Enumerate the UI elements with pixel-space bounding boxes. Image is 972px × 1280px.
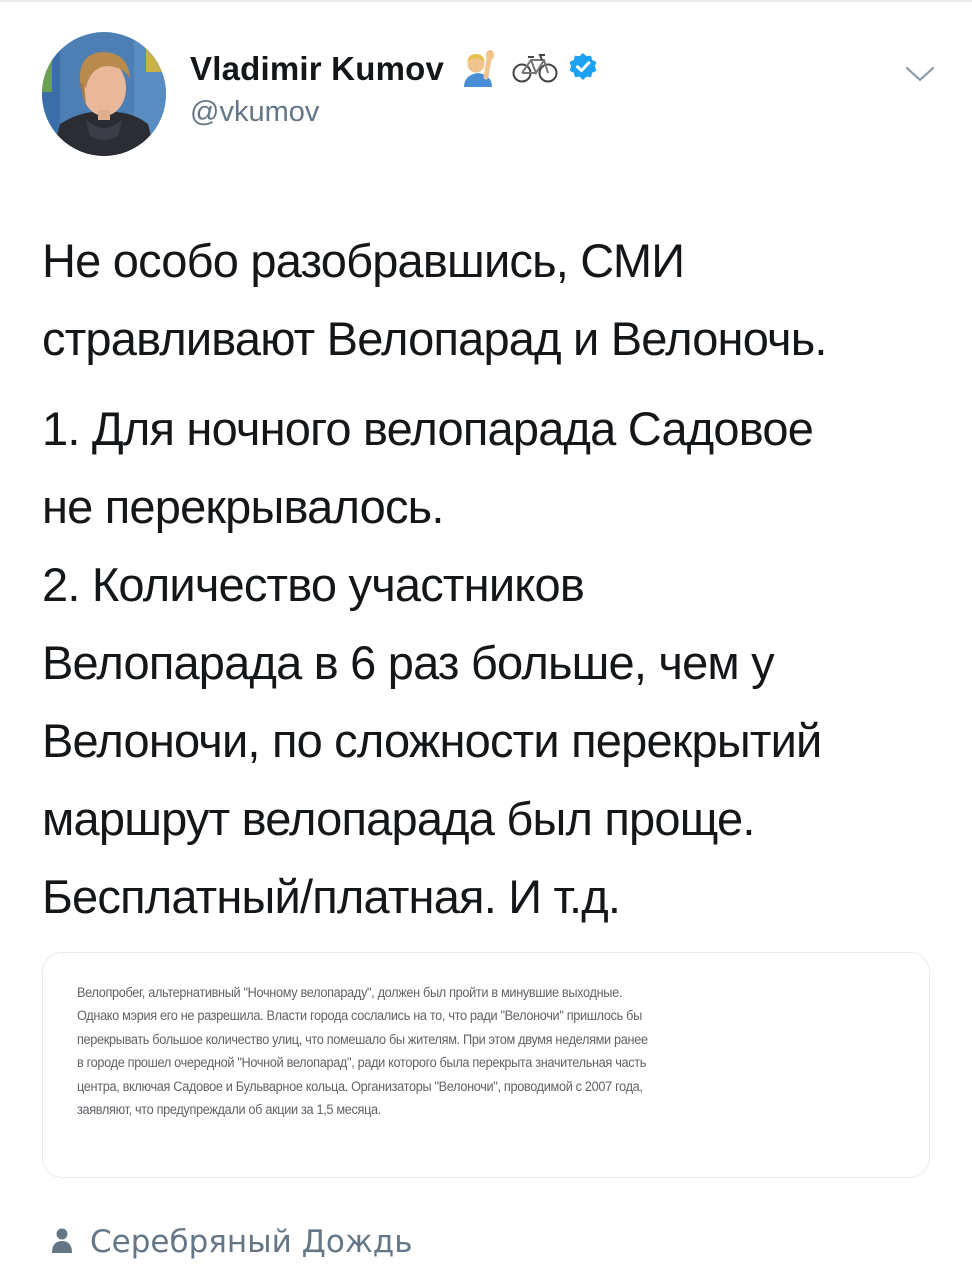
source-attribution[interactable]: [52, 1222, 412, 1262]
chevron-down-icon[interactable]: [904, 64, 936, 84]
tweet-paragraph: [42, 222, 942, 378]
quote-line: Велопробег, альтернативный "Ночному велопараду", должен был пройти в минувшие выходные.: [77, 985, 623, 1000]
tweet-line: маршрут велопарада был проще.: [42, 792, 755, 845]
tweet-line: 1. Для ночного велопарада Садовое: [42, 402, 814, 455]
source-label[interactable]: Серебряный Дождь: [90, 1224, 413, 1260]
quote-line: центра, включая Садовое и Бульварное кольца. Организаторы "Велоночи", проводимой с 2007 года,: [77, 1078, 643, 1094]
tweet-line: не перекрывалось.: [42, 480, 444, 533]
tweet-line: стравливают Велопарад и Велоночь.: [42, 312, 827, 365]
quote-line: заявляют, что предупреждали об акции за 1,5 месяца.: [77, 1102, 381, 1118]
quote-line: Однако мэрия его не разрешила. Власти города сослались на то, что ради "Велоночи" пришлось бы: [77, 1008, 642, 1024]
raising-hand-icon: [456, 47, 500, 92]
quote-line: в городе прошел очередной "Ночной велопарад", ради которого была перекрыта значительная часть: [77, 1055, 647, 1071]
bicycle-icon: [512, 50, 558, 89]
tweet-line: 2. Количество участников: [42, 558, 585, 611]
author-handle[interactable]: @vkumov: [190, 96, 320, 128]
quote-line: перекрывать большое количество улиц, что помешало бы жителям. При этом двумя неделями ранее: [77, 1031, 648, 1047]
tweet-text: [42, 222, 942, 936]
quoted-text-image[interactable]: [42, 952, 930, 1178]
tweet-line: Велоночи, по сложности перекрытий: [42, 714, 822, 767]
tweet-line: Не особо разобравшись, СМИ: [42, 234, 685, 287]
avatar[interactable]: [42, 32, 166, 156]
tweet-line: Бесплатный/платная. И т.д.: [42, 870, 621, 923]
author-name-row: [190, 46, 598, 92]
top-divider: [0, 0, 972, 2]
person-icon: [52, 1227, 72, 1258]
verified-badge-icon: [568, 52, 598, 87]
display-name[interactable]: Vladimir Kumov: [190, 50, 445, 87]
tweet-paragraph: [42, 390, 942, 936]
tweet-line: Велопарада в 6 раз больше, чем у: [42, 636, 774, 689]
